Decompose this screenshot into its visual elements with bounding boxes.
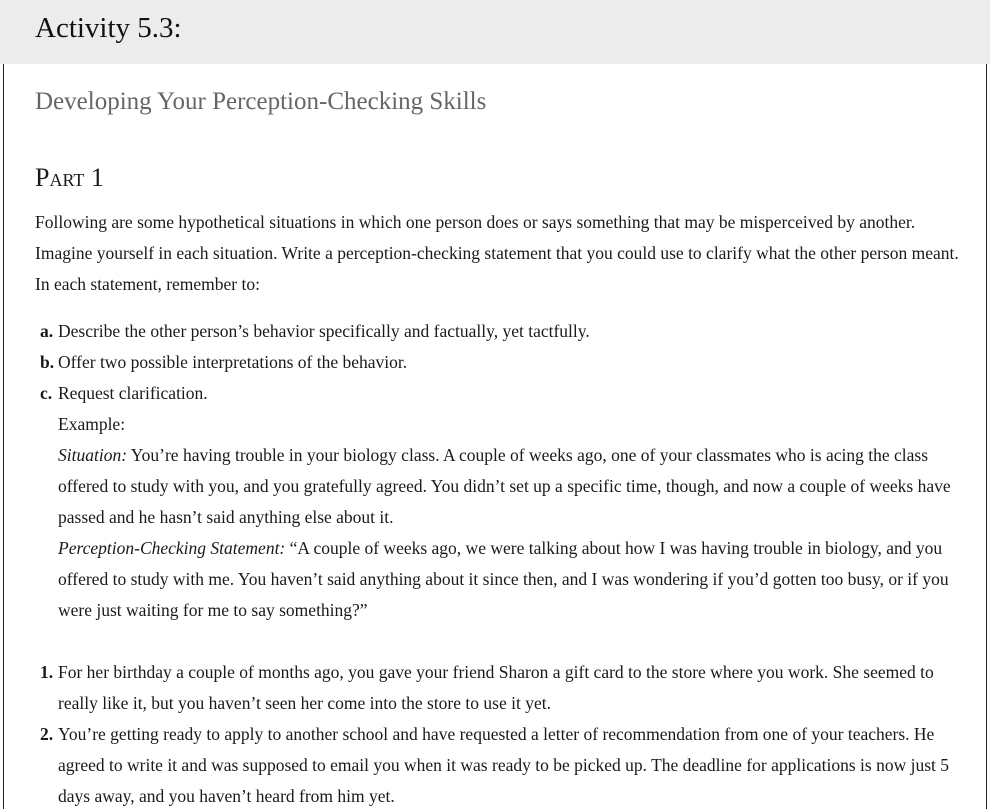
list-item [40, 347, 960, 378]
list-marker: c. [40, 383, 53, 403]
situation-label: Situation: [58, 445, 128, 465]
activity-title: Activity 5.3: [35, 12, 182, 44]
list-item [40, 316, 960, 347]
list-item [40, 719, 960, 809]
list-item-text: Request clarification. [58, 383, 208, 403]
list-marker: 2. [40, 724, 54, 744]
header-bar [0, 0, 990, 64]
list-item-text: For her birthday a couple of months ago, you gave your friend Sharon a gift card to the store where you work. She seemed to really like it, but you haven’t seen her come into the store to use it yet. [58, 662, 934, 713]
situations-list [40, 657, 960, 809]
list-item [40, 657, 960, 719]
example-label: Example: [58, 414, 126, 434]
situation-text: You’re having trouble in your biology class. A couple of weeks ago, one of your classmates who is acing the class offered to study with you, and you gratefully agreed. You didn’t set up a specific time, though, and now a couple of weeks have passed and he hasn’t said anything else about it. [58, 445, 951, 527]
statement-text: “A couple of weeks ago, we were talking about how I was having trouble in biology, and you offered to study with me. You haven’t said anything about it since then, and I was wondering if you’d gotten too busy, or if you were just waiting for me to say something?” [58, 538, 949, 620]
list-marker: a. [40, 321, 54, 341]
example-statement [58, 533, 963, 626]
statement-label: Perception-Checking Statement: [58, 538, 286, 558]
list-marker: 1. [40, 662, 54, 682]
part-heading: Part 1 [35, 163, 104, 192]
list-item-text: Offer two possible interpretations of the behavior. [58, 352, 408, 372]
intro-paragraph: Following are some hypothetical situations in which one person does or says something that may be misperceived by another. Imagine yourself in each situation. Write a perception-checking statement that you could use to clarify what the other person meant. In each statement, remember to: [35, 212, 959, 294]
activity-subtitle: Developing Your Perception-Checking Skills [35, 88, 487, 115]
example-situation [58, 440, 963, 533]
steps-list [40, 316, 960, 409]
list-item [40, 378, 960, 409]
list-item-text: Describe the other person’s behavior specifically and factually, yet tactfully. [58, 321, 590, 341]
example-block [58, 409, 963, 626]
list-marker: b. [40, 352, 55, 372]
list-item-text: You’re getting ready to apply to another school and have requested a letter of recommendation from one of your teachers. He agreed to write it and was supposed to email you when it was ready to be picked up. The deadline for applications is now just 5 days away, and you haven’t heard from him yet. [58, 724, 949, 806]
